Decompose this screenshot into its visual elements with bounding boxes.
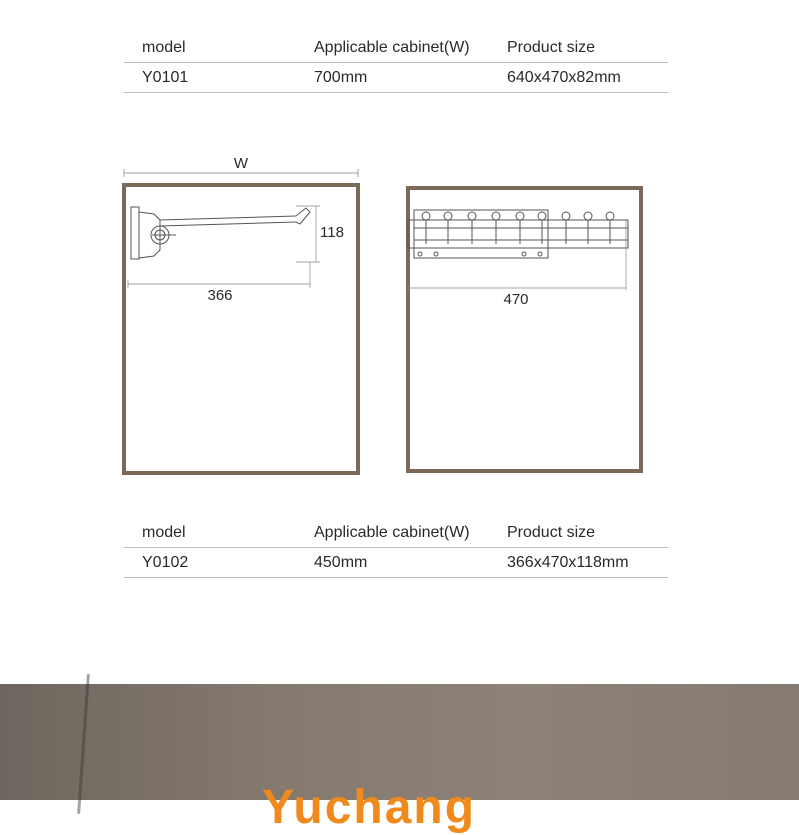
photo-banner xyxy=(0,684,799,834)
bracket-shape xyxy=(131,207,310,259)
header-model: model xyxy=(142,39,186,56)
w-label: W xyxy=(233,155,249,172)
cell-model: Y0101 xyxy=(142,69,189,86)
table-header-row xyxy=(124,518,668,548)
table-row xyxy=(124,63,668,93)
depth-470-label: 470 xyxy=(503,291,529,308)
width-366-label: 366 xyxy=(207,287,233,304)
rack-shape xyxy=(408,210,628,258)
cabinet-outline-top xyxy=(408,188,641,471)
top-view-drawing xyxy=(408,188,641,471)
table-row xyxy=(124,548,668,578)
header-product-size: Product size xyxy=(507,39,596,56)
spec-table-y0101 xyxy=(124,33,668,93)
header-model: model xyxy=(142,524,186,541)
cell-product-size: 366x470x118mm xyxy=(507,554,629,571)
header-product-size: Product size xyxy=(507,524,596,541)
header-applicable-cabinet: Applicable cabinet(W) xyxy=(314,39,470,56)
cell-product-size: 640x470x82mm xyxy=(507,69,621,86)
table-header-row xyxy=(124,33,668,63)
wall-edge xyxy=(77,674,90,814)
cell-applicable-cabinet: 450mm xyxy=(314,554,368,571)
brand-logo-text: Yuchang xyxy=(262,781,477,834)
cell-applicable-cabinet: 700mm xyxy=(314,69,368,86)
height-118-label: 118 xyxy=(320,224,344,241)
spec-table-y0102 xyxy=(124,518,668,578)
cell-model: Y0102 xyxy=(142,554,189,571)
front-view-drawing xyxy=(124,155,358,473)
header-applicable-cabinet: Applicable cabinet(W) xyxy=(314,524,470,541)
technical-drawings xyxy=(0,140,799,485)
